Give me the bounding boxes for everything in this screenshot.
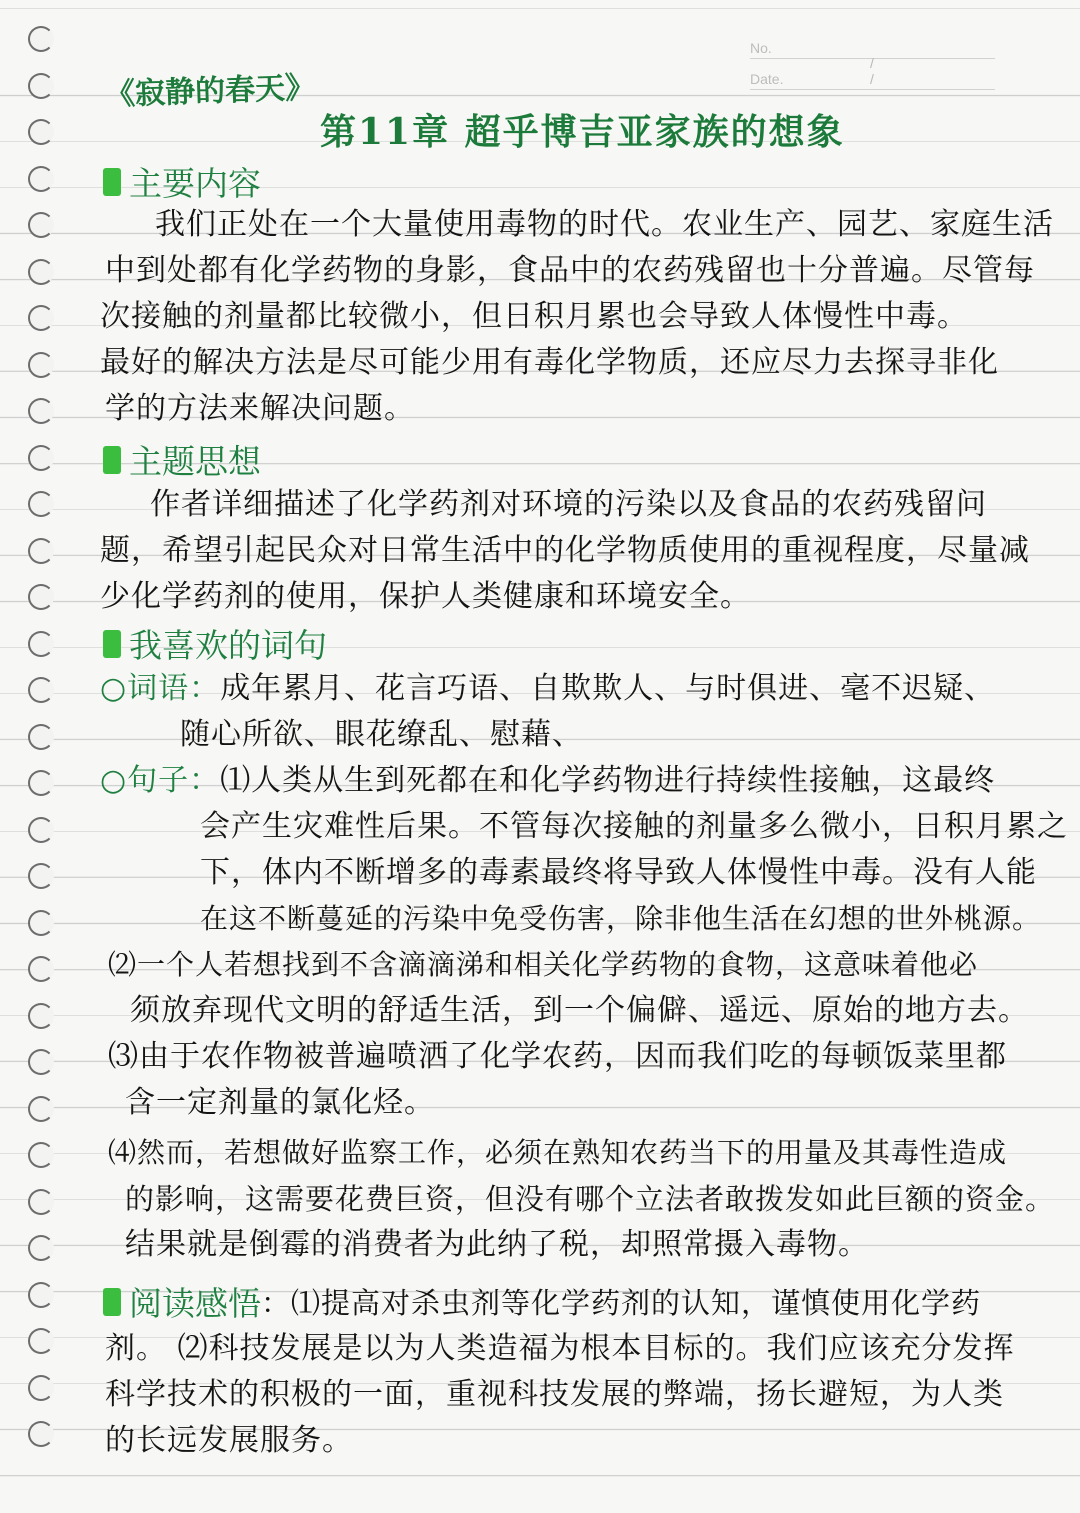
heading-text: 我喜欢的词句 [129, 626, 327, 665]
theme-line-3: 少化学药剂的使用，保护人类健康和环境安全。 [100, 579, 751, 614]
reflection-line-2: 剂。 ⑵科技发展是以为人类造福为根本目标的。我们应该充分发挥 [105, 1331, 1015, 1366]
main-content-line-2: 中到处都有化学药物的身影，食品中的农药残留也十分普遍。尽管每 [105, 253, 1035, 288]
section-reflection-heading [103, 1278, 981, 1325]
section-favorites-heading [103, 620, 327, 667]
sentence-3-line-1: ⑶由于农作物被普遍喷洒了化学农药，因而我们吃的每顿饭菜里都 [108, 1039, 1007, 1074]
spiral-binding [20, 26, 60, 1506]
binding-hole-icon [28, 910, 54, 936]
main-content-line-3: 次接触的剂量都比较微小，但日积月累也会导致人体慢性中毒。 [100, 299, 968, 334]
heading-text: 主要内容 [129, 164, 261, 203]
highlight-marker-icon [103, 1288, 121, 1316]
date-label: Date. [750, 71, 784, 87]
page-meta [750, 28, 995, 90]
binding-hole-icon [28, 491, 54, 517]
heading-text: 主题思想 [129, 442, 261, 481]
sentence-4-line-1: ⑷然而，若想做好监察工作，必须在熟知农药当下的用量及其毒性造成 [108, 1136, 1008, 1169]
binding-hole-icon [28, 1328, 54, 1354]
sentence-4-line-3: 结果就是倒霉的消费者为此纳了税，却照常摄入毒物。 [125, 1227, 869, 1262]
section-theme-heading [103, 436, 261, 483]
sentences-label: ○句子： [100, 763, 221, 798]
sentence-2-line-2: 须放弃现代文明的舒适生活，到一个偏僻、遥远、原始的地方去。 [130, 993, 1029, 1028]
binding-hole-icon [28, 26, 54, 52]
binding-hole-icon [28, 1049, 54, 1075]
words-row-2: 随心所欲、眼花缭乱、慰藉、 [180, 717, 583, 752]
sentence-1-line-3: 下，体内不断增多的毒素最终将导致人体慢性中毒。没有人能 [200, 855, 1037, 890]
reflection-text-1: ：⑴提高对杀虫剂等化学药剂的认知，谨慎使用化学药 [261, 1286, 982, 1320]
main-content-line-5: 学的方法来解决问题。 [105, 391, 415, 426]
reflection-line-4: 的长远发展服务。 [105, 1423, 353, 1458]
binding-hole-icon [28, 631, 54, 657]
binding-hole-icon [28, 724, 54, 750]
date-row [750, 55, 995, 90]
binding-hole-icon [28, 259, 54, 285]
sentence-4-line-2: 的影响，这需要花费巨资，但没有哪个立法者敢拨发如此巨额的资金。 [125, 1182, 1056, 1216]
sentence-2-line-1: ⑵一个人若想找到不含滴滴涕和相关化学药物的食物，这意味着他必 [108, 948, 979, 981]
binding-hole-icon [28, 166, 54, 192]
binding-hole-icon [28, 73, 54, 99]
binding-hole-icon [28, 1375, 54, 1401]
theme-line-1: 作者详细描述了化学药剂对环境的污染以及食品的农药残留问 [150, 487, 987, 522]
binding-hole-icon [28, 1282, 54, 1308]
words-label: ○词语： [100, 671, 221, 706]
binding-hole-icon [28, 538, 54, 564]
binding-hole-icon [28, 817, 54, 843]
highlight-marker-icon [103, 446, 121, 474]
binding-hole-icon [28, 956, 54, 982]
binding-hole-icon [28, 352, 54, 378]
section-main-content-heading [103, 158, 261, 205]
words-text-1: 成年累月、花言巧语、自欺欺人、与时俱进、毫不迟疑、 [220, 671, 996, 706]
binding-hole-icon [28, 1003, 54, 1029]
theme-line-2: 题，希望引起民众对日常生活中的化学物质使用的重视程度，尽量减 [100, 533, 1030, 568]
binding-hole-icon [28, 1142, 54, 1168]
heading-text: 阅读感悟 [129, 1284, 261, 1323]
binding-hole-icon [28, 1189, 54, 1215]
sentence-1-line-4: 在这不断蔓延的污染中免受伤害，除非他生活在幻想的世外桃源。 [200, 902, 1042, 935]
binding-hole-icon [28, 1421, 54, 1447]
binding-hole-icon [28, 770, 54, 796]
chapter-title: 第11章 超乎博吉亚家族的想象 [320, 111, 845, 153]
highlight-marker-icon [103, 168, 121, 196]
sentence-1-line-2: 会产生灾难性后果。不管每次接触的剂量多么微小，日积月累之 [200, 809, 1068, 844]
words-row-1 [100, 666, 995, 712]
main-content-line-1: 我们正处在一个大量使用毒物的时代。农业生产、园艺、家庭生活 [155, 207, 1054, 242]
sentence-3-line-2: 含一定剂量的氯化烃。 [125, 1085, 435, 1120]
binding-hole-icon [28, 863, 54, 889]
binding-hole-icon [28, 1096, 54, 1122]
binding-hole-icon [28, 445, 54, 471]
binding-hole-icon [28, 677, 54, 703]
date-slashes: / / [870, 55, 924, 87]
reflection-line-3: 科学技术的积极的一面，重视科技发展的弊端，扬长避短，为人类 [105, 1377, 1004, 1412]
binding-hole-icon [28, 119, 54, 145]
binding-hole-icon [28, 398, 54, 424]
binding-hole-icon [28, 212, 54, 238]
highlight-marker-icon [103, 630, 121, 658]
binding-hole-icon [28, 305, 54, 331]
binding-hole-icon [28, 584, 54, 610]
main-content-line-4: 最好的解决方法是尽可能少用有毒化学物质，还应尽力去探寻非化 [100, 345, 999, 380]
no-label: No. [750, 40, 772, 56]
book-title: 《寂静的春天》 [104, 70, 316, 113]
sentence-1-line-1 [100, 758, 995, 804]
binding-hole-icon [28, 1235, 54, 1261]
sentence-1-text-1: ⑴人类从生到死都在和化学药物进行持续性接触，这最终 [220, 763, 996, 798]
